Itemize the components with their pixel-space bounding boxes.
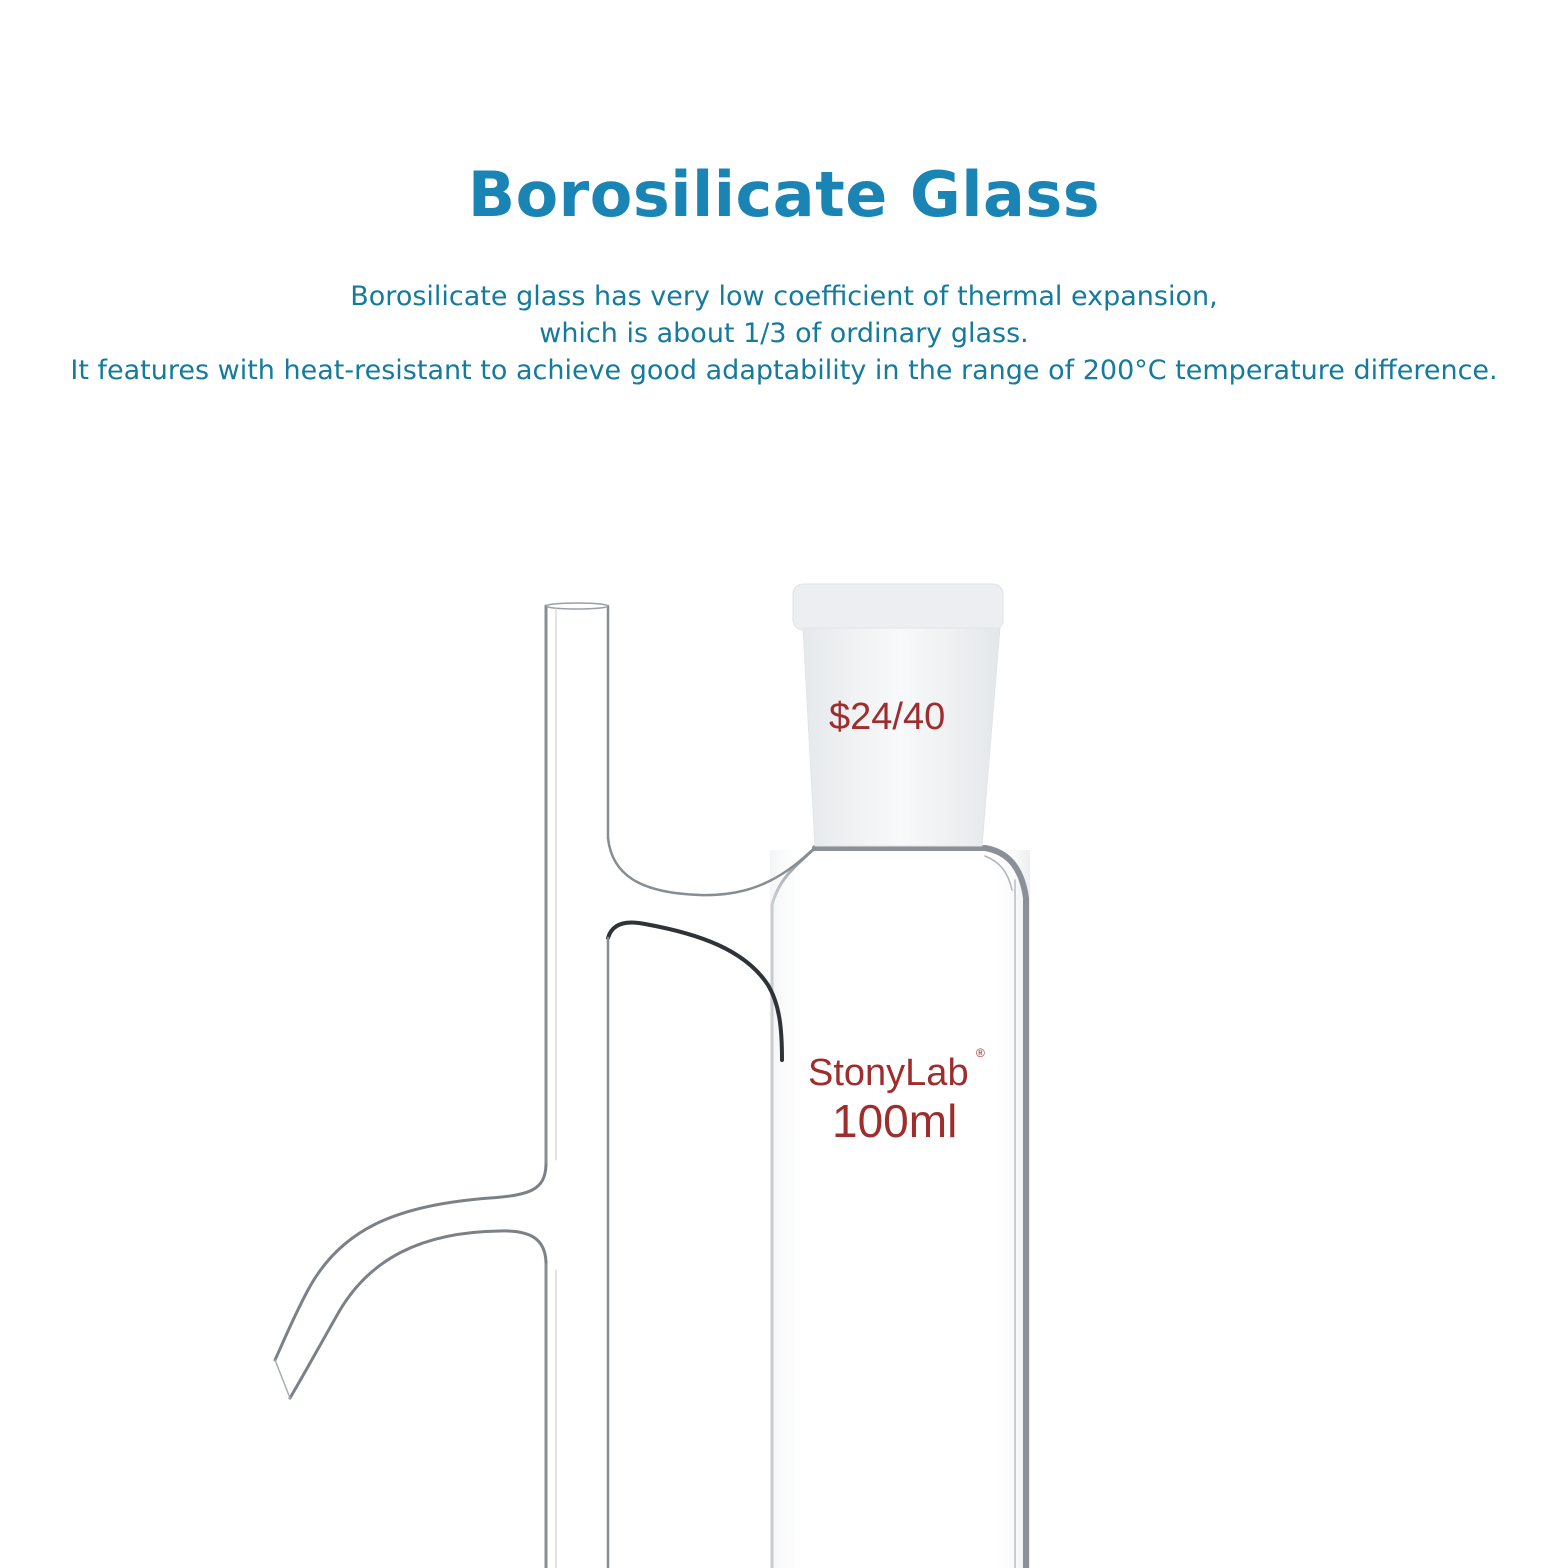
vessel-body xyxy=(770,848,1030,1568)
description-line-3: It features with heat-resistant to achieve good adaptability in the range of 200°C temperature difference. xyxy=(70,355,1498,386)
capacity-label: 100ml xyxy=(832,1095,958,1147)
brand-label: StonyLab xyxy=(808,1052,969,1094)
registered-mark: ® xyxy=(976,1046,985,1060)
page-title: Borosilicate Glass xyxy=(467,158,1101,231)
description-line-2: which is about 1/3 of ordinary glass. xyxy=(539,318,1029,349)
joint-size-label: $24/40 xyxy=(829,696,946,738)
curved-branch-tube xyxy=(275,1165,546,1398)
description-line-1: Borosilicate glass has very low coefficient of thermal expansion, xyxy=(350,281,1218,312)
